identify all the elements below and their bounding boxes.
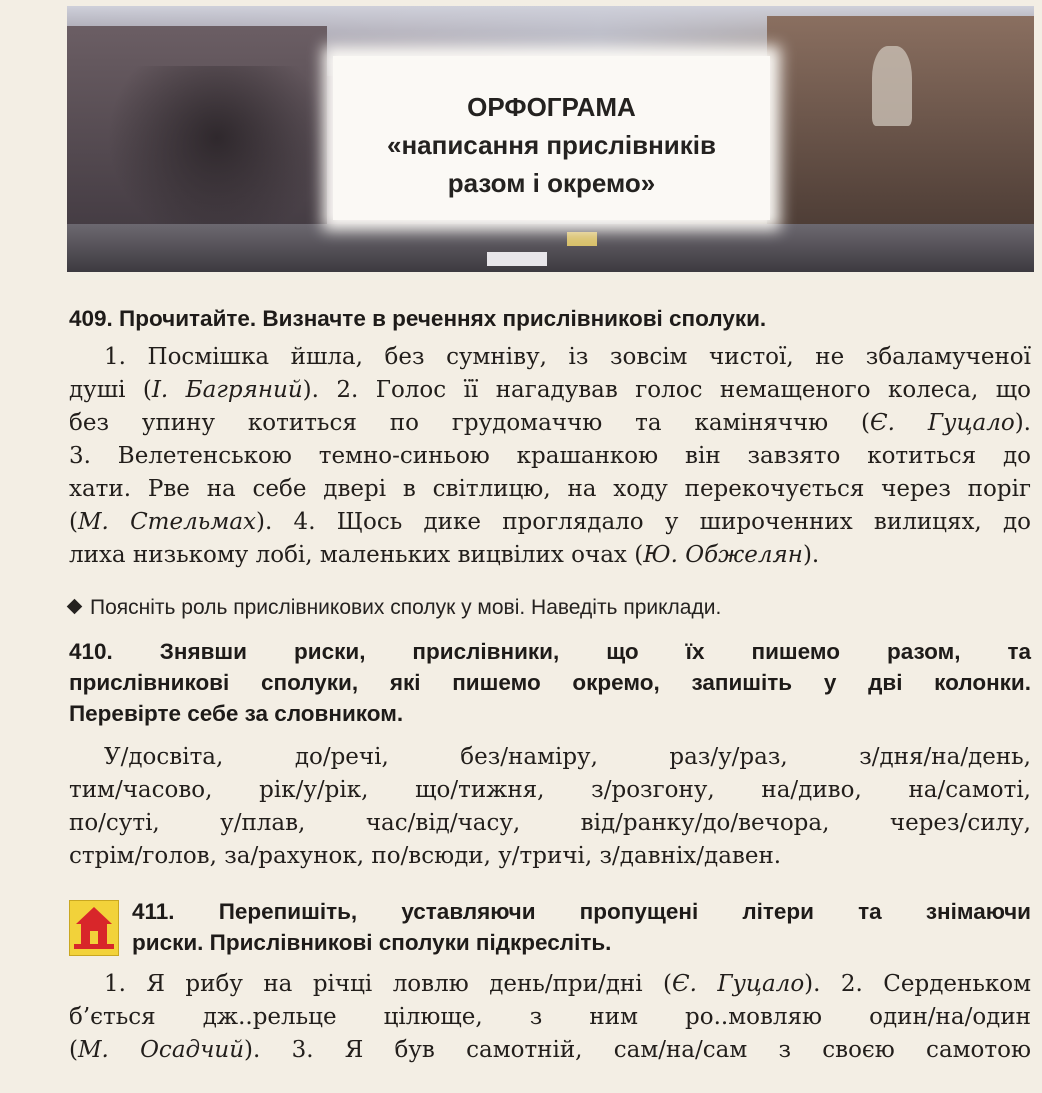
exercise-410-text: [69, 741, 1031, 873]
orthogram-title: [333, 56, 770, 220]
author: М. Осадчий: [77, 1037, 245, 1063]
author: Є. Гуцало: [870, 410, 1015, 436]
ex410-title-line-1: 410. Знявши риски, прислівники, що їх пишемо разом, та: [69, 639, 1031, 664]
author: М. Стельмах: [77, 509, 257, 535]
monument: [872, 46, 912, 126]
ex411-line-3: (М. Осадчий). 3. Я був самотній, сам/на/сам з своєю самотою: [69, 1037, 1031, 1063]
ex409-line-1: 1. Посмішка йшла, без сумніву, із зовсім чистої, не збаламученої: [104, 344, 1031, 370]
ex409-line-4: 3. Велетенською темно-синьою крашанкою він завзято котиться до: [69, 443, 1031, 469]
home-task-icon: [69, 900, 119, 956]
ex410-line-1: У/досвіта, до/речі, без/наміру, раз/у/раз, з/дня/на/день,: [104, 744, 1031, 770]
title-line-2: «написання прислівників: [386, 130, 716, 160]
ex409-line-6: (М. Стельмах). 4. Щось дике проглядало у широченних вилицях, до: [69, 509, 1031, 535]
ex410-line-2: тим/часово, рік/у/рік, що/тижня, з/розгону, на/диво, на/самоті,: [69, 777, 1031, 803]
ex410-title-line-2: прислівникові сполуки, які пишемо окремо, запишіть у дві колонки.: [69, 670, 1031, 695]
ex409-line-3: без упину котиться по грудомаччю та каміняччю (Є. Гуцало).: [69, 410, 1031, 436]
ex411-title-line-1: 411. Перепишіть, уставляючи пропущені літери та знімаючи: [132, 899, 1031, 924]
diamond-bullet-icon: [67, 599, 83, 615]
ex411-title-line-2: риски. Прислівникові сполуки підкресліть.: [132, 930, 612, 955]
exercise-410-title: [69, 636, 1031, 729]
ex409-line-7: лиха низькому лобі, маленьких вицвілих очах (Ю. Обжелян).: [69, 542, 820, 568]
ex409-line-5: хати. Рве на себе двері в світлицю, на ходу перекочується через поріг: [69, 476, 1031, 502]
car-2: [487, 252, 547, 266]
title-line-1: ОРФОГРАМА: [467, 92, 636, 122]
exercise-409-title: 409. Прочитайте. Визначте в реченнях прислівникові сполуки.: [69, 306, 767, 331]
ex410-line-3: по/суті, у/плав, час/від/часу, від/ранку/до/вечора, через/силу,: [69, 810, 1031, 836]
author: І. Багряний: [151, 377, 303, 403]
ex409-line-2: душі (І. Багряний). 2. Голос її нагадував голос немащеного колеса, що: [69, 377, 1031, 403]
ex410-line-4: стрім/голов, за/рахунок, по/всюди, у/тричі, з/давніх/давен.: [69, 843, 782, 869]
title-line-3: разом і окремо»: [447, 168, 656, 198]
ex411-line-1: 1. Я рибу на річці ловлю день/при/дні (Є. Гуцало). 2. Серденьком: [104, 971, 1031, 997]
street: [67, 224, 1034, 272]
author: Є. Гуцало: [671, 971, 805, 997]
ex409-task: Поясніть роль прислівникових сполук у мові. Наведіть приклади.: [69, 594, 721, 622]
exercise-411-text: [69, 968, 1031, 1067]
ex411-line-2: б’ється дж..рельце цілюще, з ним ро..мовляю один/на/один: [69, 1004, 1031, 1030]
author: Ю. Обжелян: [643, 542, 803, 568]
exercise-411-title: [132, 896, 1031, 958]
exercise-409-text: [69, 341, 1031, 572]
car-1: [567, 232, 597, 246]
ex410-title-line-3: Перевірте себе за словником.: [69, 701, 404, 726]
tree-left: [107, 66, 327, 246]
